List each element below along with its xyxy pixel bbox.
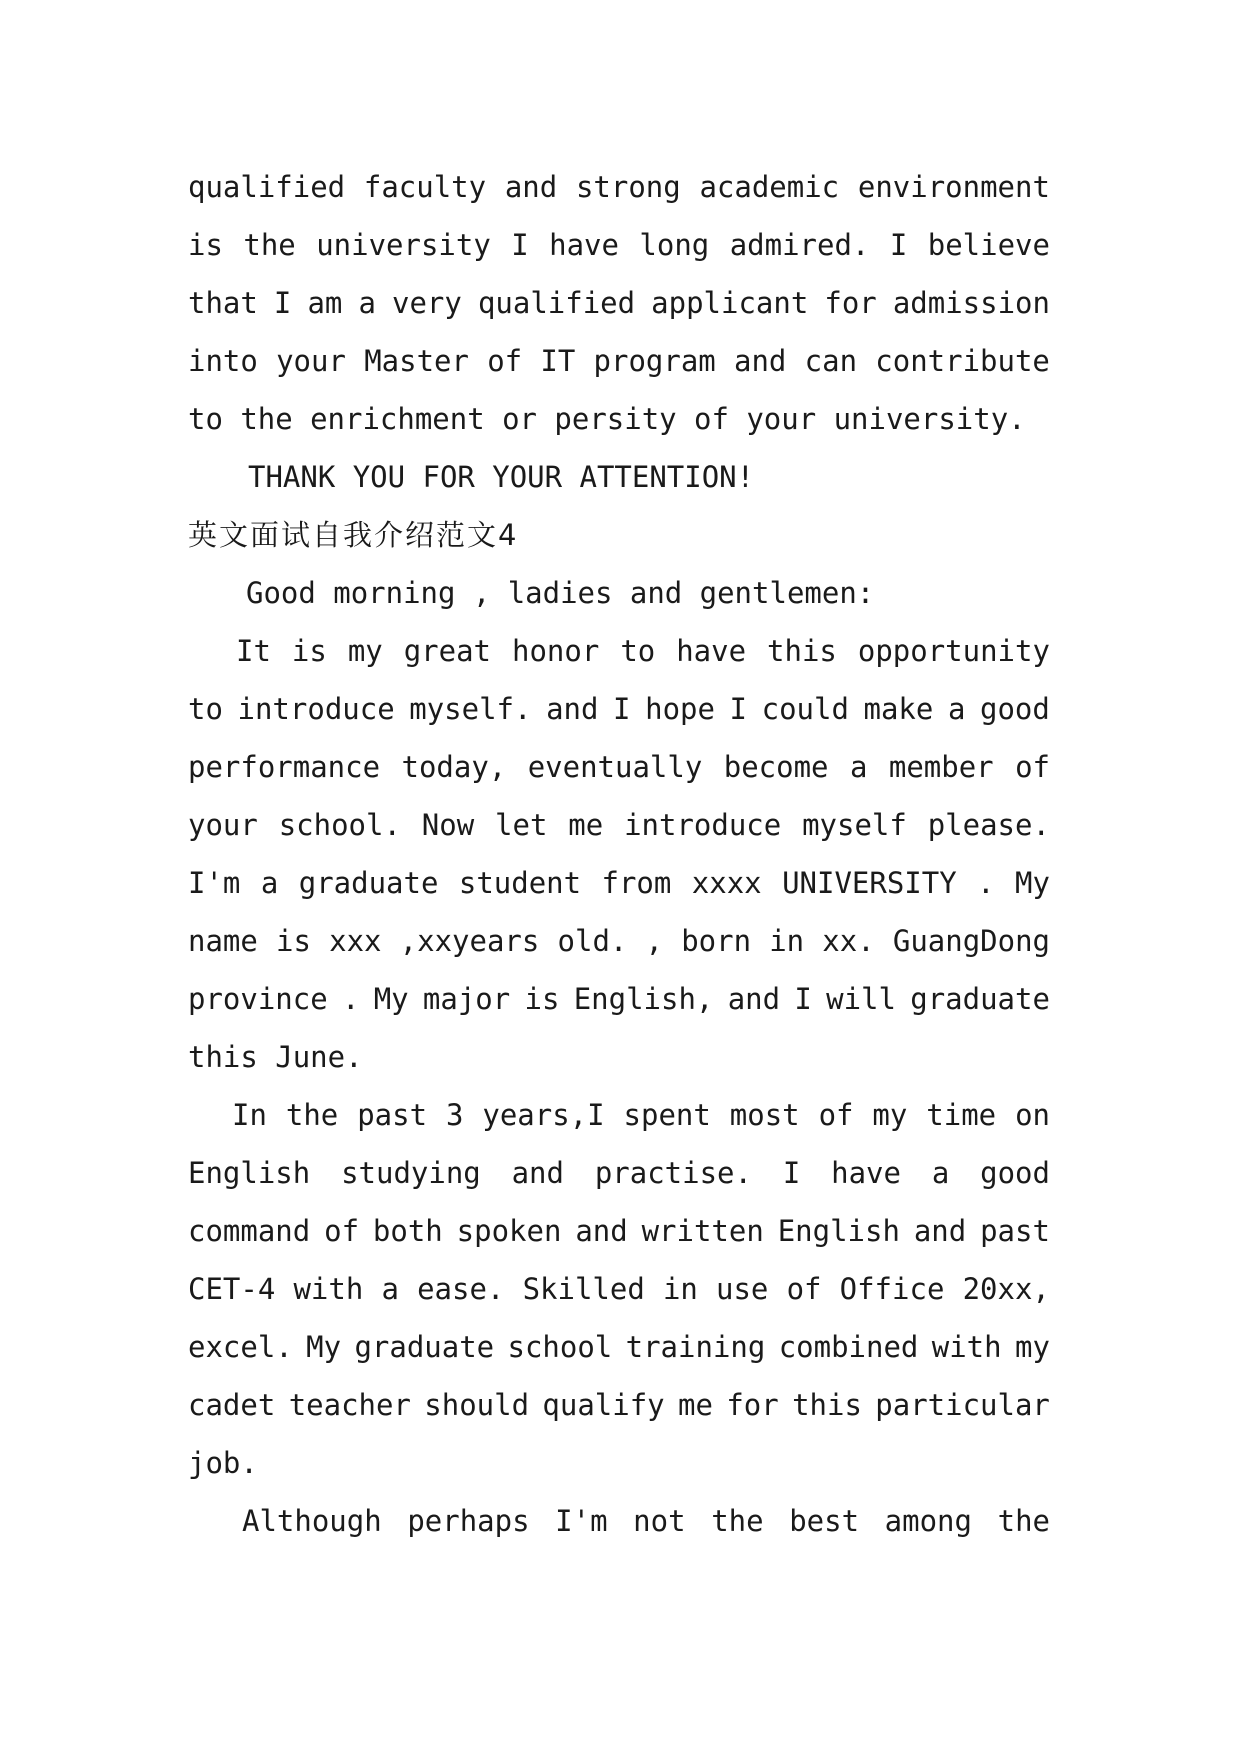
paragraph-2: [188, 622, 1050, 1086]
text-line: to introduce myself. and I hope I could make a good: [188, 692, 1050, 726]
text-line: to the enrichment or persity of your university.: [188, 402, 1026, 436]
text-line: into your Master of IT program and can contribute: [188, 344, 1050, 378]
greeting-line: Good morning , ladies and gentlemen:: [246, 576, 875, 610]
text-line: job.: [188, 1446, 258, 1480]
text-line: English studying and practise. I have a good: [188, 1156, 1050, 1190]
section-heading: 英文面试自我介绍范文4: [188, 518, 519, 552]
text-line: CET-4 with a ease. Skilled in use of Office 20xx,: [188, 1272, 1050, 1306]
paragraph-1: [188, 158, 1050, 448]
text-line: this June.: [188, 1040, 363, 1074]
text-line: name is xxx ,xxyears old. , born in xx. GuangDong: [188, 924, 1050, 958]
document-body: [188, 158, 1050, 1550]
paragraph-3: [188, 1086, 1050, 1492]
text-line: Although perhaps I'm not the best among the: [242, 1504, 1050, 1538]
text-line: It is my great honor to have this opportunity: [236, 634, 1050, 668]
text-line: performance today, eventually become a member of: [188, 750, 1050, 784]
text-line: cadet teacher should qualify me for this particular: [188, 1388, 1050, 1422]
text-line: is the university I have long admired. I believe: [188, 228, 1050, 262]
text-line: command of both spoken and written English and past: [188, 1214, 1050, 1248]
text-line: that I am a very qualified applicant for admission: [188, 286, 1050, 320]
text-line: qualified faculty and strong academic environment: [188, 170, 1050, 204]
thank-you-line: THANK YOU FOR YOUR ATTENTION!: [248, 460, 755, 494]
text-line: province . My major is English, and I will graduate: [188, 982, 1050, 1016]
text-line: I'm a graduate student from xxxx UNIVERSITY . My: [188, 866, 1050, 900]
text-line: In the past 3 years,I spent most of my time on: [232, 1098, 1050, 1132]
text-line: excel. My graduate school training combined with my: [188, 1330, 1050, 1364]
paragraph-4: [188, 1492, 1050, 1550]
text-line: your school. Now let me introduce myself please.: [188, 808, 1050, 842]
